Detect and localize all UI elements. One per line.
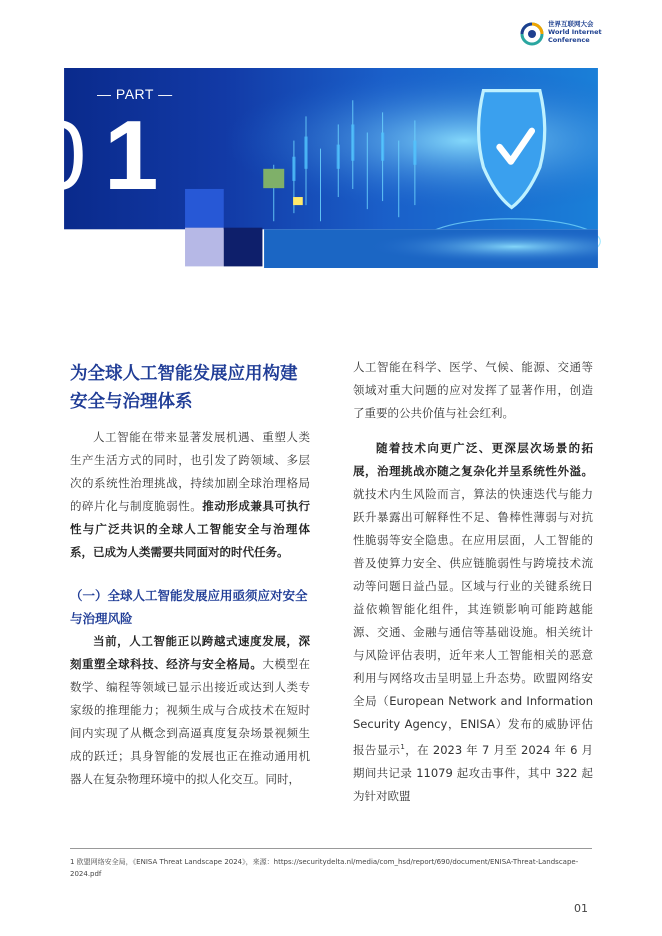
logo-line-cn: 世界互联网大会	[548, 20, 594, 28]
part-banner	[0, 68, 662, 316]
intro-text: 人工智能在带来显著发展机遇、重塑人类生产生活方式的同时，也引发了跨领域、多层次的系统性治理挑战，持续加剧全球治理格局的碎片化与制度脆弱性。	[70, 430, 310, 513]
wic-logo	[520, 18, 640, 54]
logo-wordmark	[548, 20, 602, 44]
intro-paragraph	[70, 426, 310, 564]
section-heading: 为全球人工智能发展应用构建安全与治理体系	[70, 364, 298, 412]
body-text: 大模型在数学、编程等领域已显示出接近或达到人类专家级的推理能力；视频生成与合成技术在短时间内实现了从概念到高逼真度复杂场景视频生成的跃迁；具身智能的发展也正在推动通用机器人在复杂物理环境中的拟人化交互。同时，	[70, 657, 311, 786]
logo-line-en1: World Internet	[548, 28, 602, 36]
risk-text-tail: ，在 2023 年 7 月至 2024 年 6 月期间共记录 11079 起攻击事件，其中 322 起为针对欧盟	[353, 742, 594, 803]
page-number: 01	[574, 902, 588, 915]
risk-text: 就技术内生风险而言，算法的快速迭代与能力跃升暴露出可解释性不足、鲁棒性薄弱与对抗性脆弱等安全隐患。在应用层面，人工智能的普及使算力安全、供应链脆弱性与跨境技术流动等问题日益凸显。区域与行业的关键系统日益依赖智能化组件，其连锁影响可能跨越能源、交通、金融与通信等基础设施。相关统计与风险评估表明，近年来人工智能相关的恶意利用与网络攻击呈明显上升态势。欧盟网络安全局（European Network and Information Security Agency，ENISA）发布的威胁评估报告显示	[353, 487, 593, 757]
footnote-divider	[70, 848, 592, 849]
left-column	[70, 360, 310, 791]
subsection-heading: （一）全球人工智能发展应用亟须应对安全与治理风险	[70, 588, 308, 626]
body-bold-text: 当前，人工智能正以跨越式速度发展，深刻重塑全球科技、经济与安全格局。	[70, 634, 310, 671]
risk-bold-text: 随着技术向更广泛、更深层次场景的拓展，治理挑战亦随之复杂化并呈系统性外溢。	[353, 441, 593, 478]
footnote: 1 欧盟网络安全局，《ENISA Threat Landscape 2024》，来源：https://securitydelta.nl/media/com_hsd/report/690/document/ENISA-Threat-Landscape-2024.pdf	[70, 858, 579, 878]
spacer	[353, 425, 593, 437]
spacer	[70, 564, 310, 584]
body-paragraph	[70, 630, 310, 791]
right-column	[353, 356, 593, 808]
part-number-light: 0	[32, 100, 87, 210]
wic-logo-icon	[520, 22, 544, 46]
intro-bold-text: 推动形成兼具可执行性与广泛共识的全球人工智能安全与治理体系，已成为人类需要共同面对的时代任务。	[70, 499, 311, 559]
part-label: — PART —	[97, 86, 173, 102]
logo-line-en2: Conference	[548, 36, 590, 44]
footnote-ref[interactable]: 1	[400, 743, 405, 751]
risk-paragraph	[353, 437, 593, 808]
part-number-bold: 1	[104, 100, 159, 210]
continuation-paragraph: 人工智能在科学、医学、气候、能源、交通等领域对重大问题的应对发挥了显著作用，创造了重要的公共价值与社会红利。	[353, 360, 593, 420]
